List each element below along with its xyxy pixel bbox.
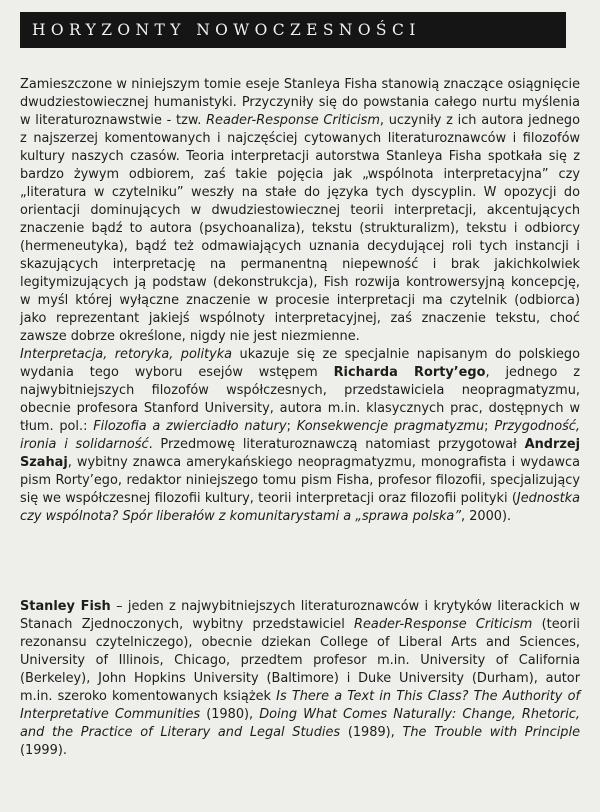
text-run: (1989),: [340, 725, 403, 740]
series-title: HORYZONTY NOWOCZESNOŚCI: [32, 21, 421, 39]
italic-term: Reader-Response Criticism: [354, 617, 533, 632]
description-paragraph: [20, 76, 580, 526]
text-run: , 2000).: [461, 509, 512, 524]
italic-term: Reader-Response Criticism: [206, 113, 380, 128]
author-name: Richarda Rorty’ego: [333, 365, 486, 380]
text-run: , wybitny znawca amerykańskiego neopragmatyzmu, monografista i wydawca pism Rorty’ego, redaktor niniejszego tomu pism Fisha, profesor filozofii, specjalizujący się we współczesnej filozofii kultury, teorii interpretacji oraz filozofii polityki (: [20, 455, 580, 506]
text-run: (1980),: [200, 707, 260, 722]
series-title-banner: [20, 12, 566, 48]
text-run: – jeden z najwybitniejszych literaturoznawców i krytyków literackich w Stanach Zjednoczonych, wybitny przedstawiciel: [20, 599, 580, 632]
book-title: Is There a Text in This Class? The Authority of Interpretative Communities: [20, 689, 580, 722]
text-run: Zamieszczone w niniejszym tomie eseje Stanleya Fisha stanowią znaczące osiągnięcie dwudziestowiecznej humanistyki. Przyczyniły się do powstania całego nurtu myślenia w literaturoznawstwie - tzw.: [20, 77, 580, 128]
text-run: , jednego z najwybitniejszych filozofów współczesnych, przedstawiciela neopragmatyzmu, obecnie profesora Stanford University, autora m.in. klasycznych prac, dostępnych w tłum. pol.:: [20, 365, 580, 434]
book-title: Jednostka czy wspólnota? Spór liberałów z komunitarystami a „sprawa polska”: [20, 491, 580, 524]
author-name: Stanley Fish: [20, 599, 111, 614]
text-run: , uczyniły z ich autora jednego z najszerzej komentowanych i najczęściej cytowanych literaturoznawców i filozofów kultury naszych czasów. Teoria interpretacji autorstwa Stanleya Fisha spotkała się z bardzo żywym odbiorem, zaś takie pojęcia jak „wspólnota interpretacyjna” czy „literatura w czytelniku” weszły na stałe do języka tych dyscyplin. W opozycji do orientacji dominujących w dwudziestowiecznej teorii interpretacji, akcentujących znaczenie bądź to autora (psychoanaliza), tekstu (strukturalizm), tekstu i odbiorcy (hermeneutyka), bądź też odmawiających uznania decydującej roli tych instancji i skazujących interpretację na permanentną niepewność i brak jakichkolwiek legitymizujących ją podstaw (dekonstrukcja), Fish rozwija kontrowersyjną koncepcję, w myśl której wyłączne znaczenie w procesie interpretacji ma czytelnik (odbiorca) jako reprezentant jakiejś wspólnoty interpretacyjnej, zaś znaczenie tekstu, choć zawsze dobrze określone, nigdy nie jest niezmienne.: [20, 113, 580, 344]
text-run: ;: [286, 419, 297, 434]
book-title: Przygodność, ironia i solidarność: [20, 419, 580, 452]
editor-name: Andrzej Szahaj: [20, 437, 580, 470]
text-run: (1999).: [20, 743, 67, 758]
author-bio-paragraph: [20, 598, 580, 760]
book-title: Doing What Comes Naturally: Change, Rhetoric, and the Practice of Literary and Legal Studies: [20, 707, 580, 740]
book-title: Konsekwencje pragmatyzmu: [296, 419, 485, 434]
text-run: ukazuje się ze specjalnie napisanym do polskiego wydania tego wyboru esejów wstępem: [20, 347, 581, 380]
text-run: ;: [484, 419, 495, 434]
book-title: The Trouble with Principle: [402, 725, 580, 740]
book-title: Filozofia a zwierciadło natury: [93, 419, 287, 434]
text-run: . Przedmowę literaturoznawczą natomiast przygotował: [148, 437, 525, 452]
book-title: Interpretacja, retoryka, polityka: [20, 347, 233, 362]
text-run: (teorii rezonansu czytelniczego), obecnie dziekan College of Liberal Arts and Sciences, University of Illinois, Chicago, przedtem profesor m.in. University of California (Berkeley), John Hopkins University (Baltimore) i Duke University (Durham), autor m.in. szeroko komentowanych książek: [20, 617, 580, 704]
